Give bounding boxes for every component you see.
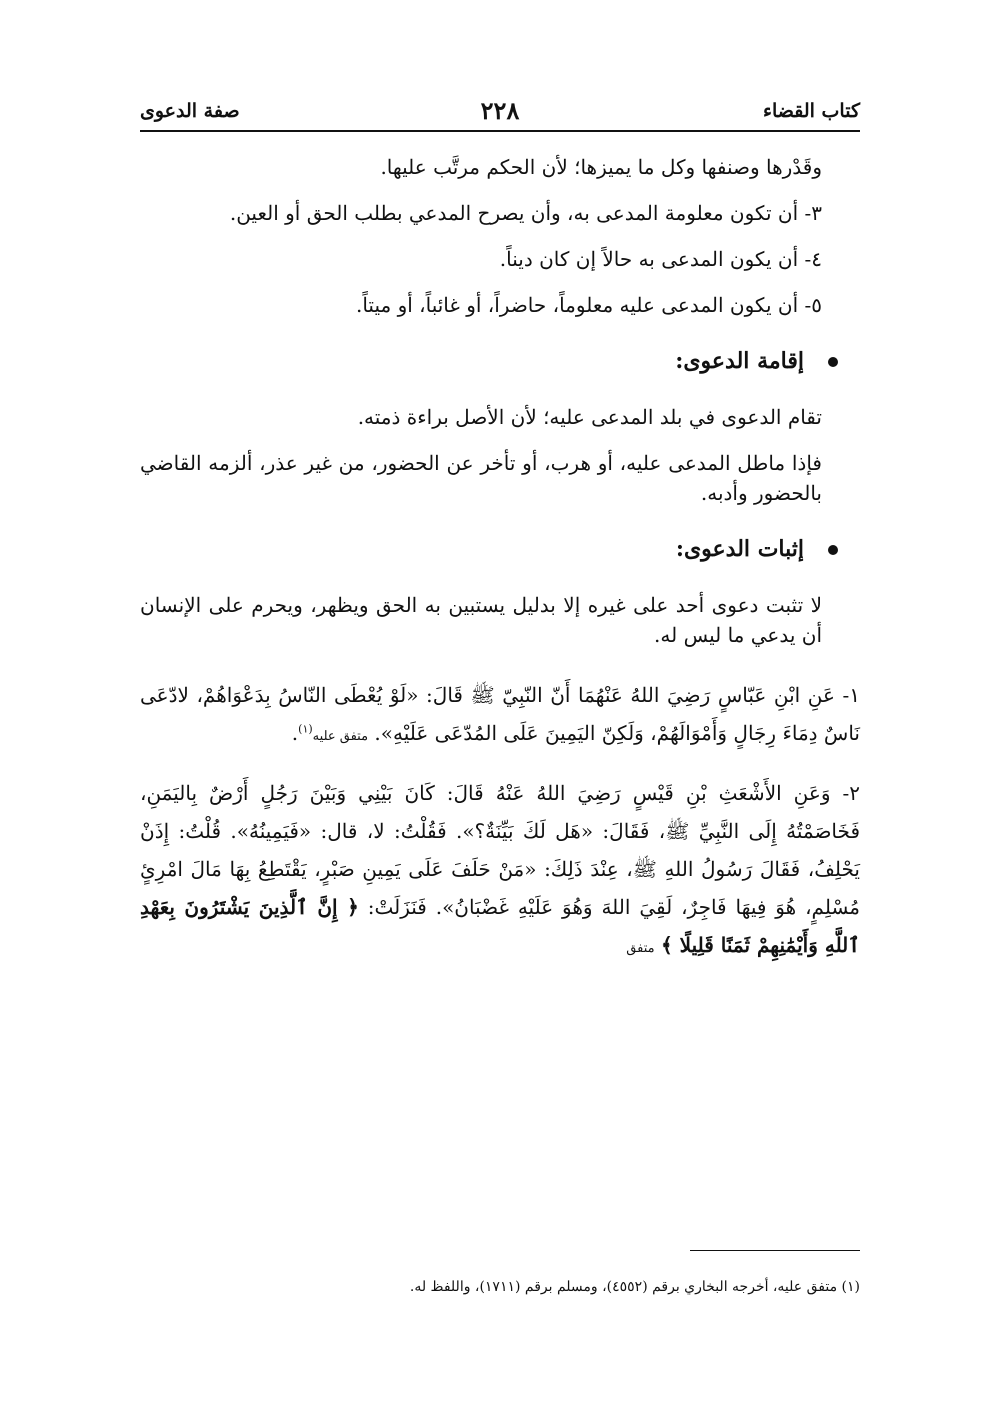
quran-verse: ﴿ إِنَّ ٱلَّذِينَ يَشْتَرُونَ بِعَهْدِ ٱللَّهِ وَأَيْمَٰنِهِمْ ثَمَنًا قَلِيلًا ﴾ <box>140 895 860 957</box>
condition-3: ٣- أن تكون معلومة المدعى به، وأن يصرح المدعي بطلب الحق أو العين. <box>229 201 822 225</box>
heading-iqama-text: إقامة الدعوى: <box>675 348 804 374</box>
bullet-icon <box>828 545 838 555</box>
continuation-paragraph: وقَدْرها وصنفها وكل ما يميزها؛ لأن الحكم مرتَّب عليها. <box>380 155 822 179</box>
condition-5: ٥- أن يكون المدعى عليه معلوماً، حاضراً، أو غائباً، أو ميتاً. <box>355 293 822 317</box>
running-header <box>140 96 860 130</box>
footnote-divider <box>690 1250 860 1251</box>
section-title: صفة الدعوى <box>140 100 240 122</box>
page-number: ٢٢٨ <box>480 96 520 125</box>
hadith-2-text: ٢- وَعَنِ الأَشْعَثِ بْنِ قَيْسٍ رَضِيَ اللهُ عَنْهُ قَالَ: كَانَ بَيْنِي وَبَيْنَ رَجُلٍ أَرْضٌ بِاليَمَنِ، فَخَاصَمْتُهُ إِلَى النَّبِيِّ ﷺ، فَقَالَ: «هَل لَكَ بَيِّنَةٌ؟». فَقُلْتُ: لا، قال: «فَيَمِينُهُ». قُلْتُ: إِذَنْ يَحْلِفُ، فَقَالَ رَسُولُ اللهِ ﷺ، عِنْدَ ذَلِكَ: «مَنْ حَلَفَ عَلَى يَمِينِ صَبْرٍ، يَقْتَطِعُ بِهَا مَالَ امْرِئٍ مُسْلِمٍ، هُوَ فِيهَا فَاجِرٌ، لَقِيَ اللهَ وَهُوَ عَلَيْهِ غَضْبَانُ». فَنَزَلَتْ: <box>140 781 861 919</box>
book-title: كتاب القضاء <box>763 100 860 122</box>
heading-iqama <box>140 346 860 376</box>
bullet-icon <box>828 357 838 367</box>
footnote-marker: (١) <box>298 722 313 736</box>
iqama-paragraph-2: فإذا ماطل المدعى عليه، أو هرب، أو تأخر عن الحضور، من غير عذر، ألزمه القاضي بالحضور وأدبه. <box>140 451 822 505</box>
heading-ithbat-text: إثبات الدعوى: <box>675 536 804 562</box>
heading-ithbat <box>140 534 860 564</box>
iqama-paragraph-1: تقام الدعوى في بلد المدعى عليه؛ لأن الأصل براءة ذمته. <box>357 405 822 429</box>
hadith-1: ١- عَنِ ابْنِ عَبّاسٍ رَضِيَ اللهُ عَنْهُمَا أَنّ النّبِيّ ﷺ قَالَ: «لَوْ يُعْطَى النّاسُ بِدَعْوَاهُمْ، لادّعَى نَاسٌ دِمَاءَ رِجَالٍ وَأَمْوَالَهُمْ، وَلَكِنّ اليَمِينَ عَلَى المُدّعَى عَلَيْهِ». متفق عليه$^{(١)}$. <box>140 683 860 745</box>
condition-4: ٤- أن يكون المدعى به حالاً إن كان ديناً. <box>499 247 822 271</box>
hadith-1-text: ١- عَنِ ابْنِ عَبّاسٍ رَضِيَ اللهُ عَنْهُمَا أَنّ النّبِيّ ﷺ قَالَ: «لَوْ يُعْطَى النّاسُ بِدَعْوَاهُمْ، لادّعَى نَاسٌ دِمَاءَ رِجَالٍ وَأَمْوَالَهُمْ، وَلَكِنّ اليَمِينَ عَلَى المُدّعَى عَلَيْهِ». <box>140 683 860 745</box>
hadith-2 <box>140 774 860 968</box>
hadith-1-source: متفق عليه <box>312 729 369 744</box>
hadith-2-source: متفق <box>626 941 655 956</box>
main-text <box>140 152 860 986</box>
ithbat-paragraph: لا تثبت دعوى أحد على غيره إلا بدليل يستبين به الحق ويظهر، ويحرم على الإنسان أن يدعي ما ليس له. <box>140 593 822 647</box>
footnote: (١) متفق عليه، أخرجه البخاري برقم (٤٥٥٢)، ومسلم برقم (١٧١١)، واللفظ له. <box>409 1279 860 1295</box>
header-divider <box>140 130 860 132</box>
